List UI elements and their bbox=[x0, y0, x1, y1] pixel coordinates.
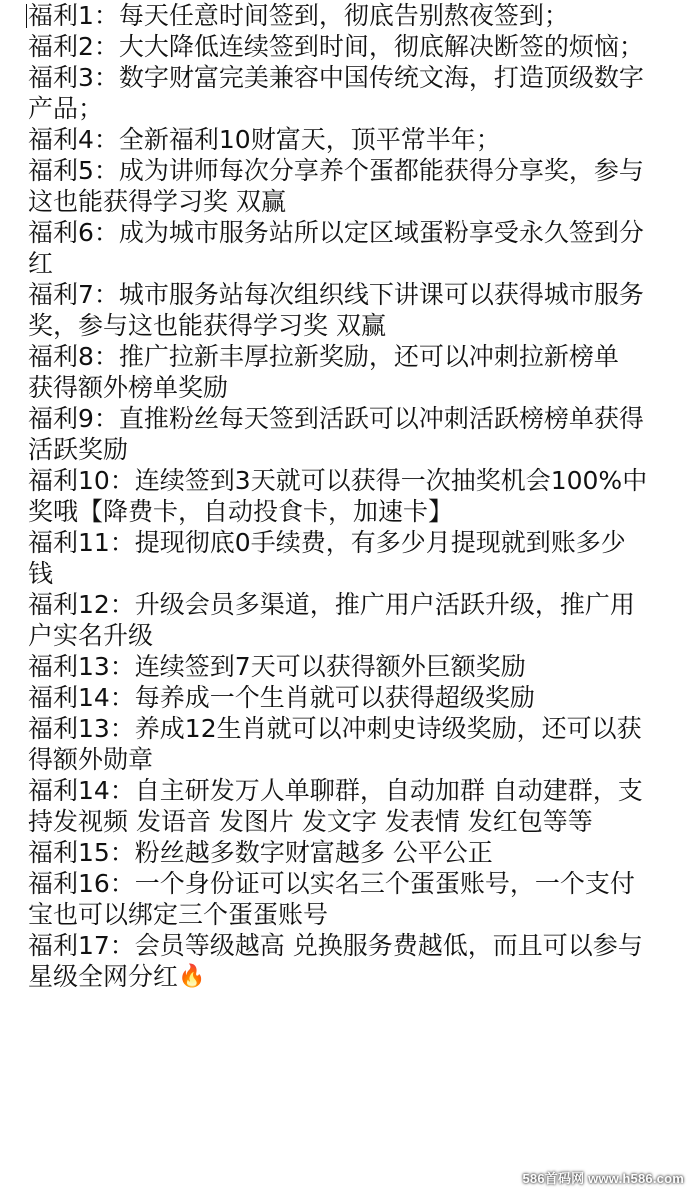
text-line: 这也能获得学习奖 双赢 bbox=[28, 187, 286, 216]
text-line: 福利11：提现彻底0手续费，有多少月提现就到账多少 bbox=[28, 528, 626, 557]
text-line: 获得额外榜单奖励 bbox=[28, 373, 229, 402]
text-line: 福利13：连续签到7天可以获得额外巨额奖励 bbox=[28, 652, 526, 681]
text-line-last bbox=[28, 961, 682, 992]
fire-icon: 🔥 bbox=[178, 964, 206, 989]
text-line: 福利8：推广拉新丰厚拉新奖励，还可以冲刺拉新榜单 bbox=[28, 342, 619, 371]
text-line: 福利12：升级会员多渠道，推广用户活跃升级，推广用 bbox=[28, 590, 635, 619]
text-line: 持发视频 发语音 发图片 发文字 发表情 发红包等等 bbox=[28, 807, 593, 836]
text-line: 福利13：养成12生肖就可以冲刺史诗级奖励，还可以获 bbox=[28, 714, 642, 743]
text-line: 活跃奖励 bbox=[28, 435, 129, 464]
text-line: 红 bbox=[28, 249, 54, 278]
text-line: 福利4：全新福利10财富天，顶平常半年； bbox=[28, 125, 501, 154]
text-line: 福利7：城市服务站每次组织线下讲课可以获得城市服务 bbox=[28, 280, 644, 309]
text-line: 福利3：数字财富完美兼容中国传统文海，打造顶级数字 bbox=[28, 63, 644, 92]
text-line: 福利16：一个身份证可以实名三个蛋蛋账号，一个支付 bbox=[28, 869, 635, 898]
text-line: 户实名升级 bbox=[28, 621, 154, 650]
text-line: 福利17：会员等级越高 兑换服务费越低，而且可以参与 bbox=[28, 931, 643, 960]
text-line: 福利14：自主研发万人单聊群，自动加群 自动建群，支 bbox=[28, 776, 643, 805]
text-line: 福利5：成为讲师每次分享养个蛋都能获得分享奖，参与 bbox=[28, 156, 644, 185]
text-line: 钱 bbox=[28, 559, 54, 588]
text-line: 福利1：每天任意时间签到，彻底告别熬夜签到； bbox=[28, 1, 569, 30]
text-line: 奖，参与这也能获得学习奖 双赢 bbox=[28, 311, 386, 340]
text-line: 得额外勋章 bbox=[28, 745, 154, 774]
text-cursor bbox=[26, 4, 27, 28]
text-line: 福利6：成为城市服务站所以定区域蛋粉享受永久签到分 bbox=[28, 218, 644, 247]
text-line: 产品； bbox=[28, 94, 104, 123]
text-line: 宝也可以绑定三个蛋蛋账号 bbox=[28, 900, 329, 929]
text-line: 福利9：直推粉丝每天签到活跃可以冲刺活跃榜榜单获得 bbox=[28, 404, 644, 433]
last-line-text: 星级全网分红 bbox=[28, 962, 179, 991]
watermark: 586首码网 www.h586.com bbox=[522, 1171, 684, 1186]
text-line: 福利15：粉丝越多数字财富越多 公平公正 bbox=[28, 838, 493, 867]
text-line: 奖哦【降费卡，自动投食卡，加速卡】 bbox=[28, 497, 454, 526]
text-line: 福利14：每养成一个生肖就可以获得超级奖励 bbox=[28, 683, 535, 712]
text-line: 福利2：大大降低连续签到时间，彻底解决断签的烦恼； bbox=[28, 32, 644, 61]
text-line: 福利10：连续签到3天就可以获得一次抽奖机会100%中 bbox=[28, 466, 648, 495]
